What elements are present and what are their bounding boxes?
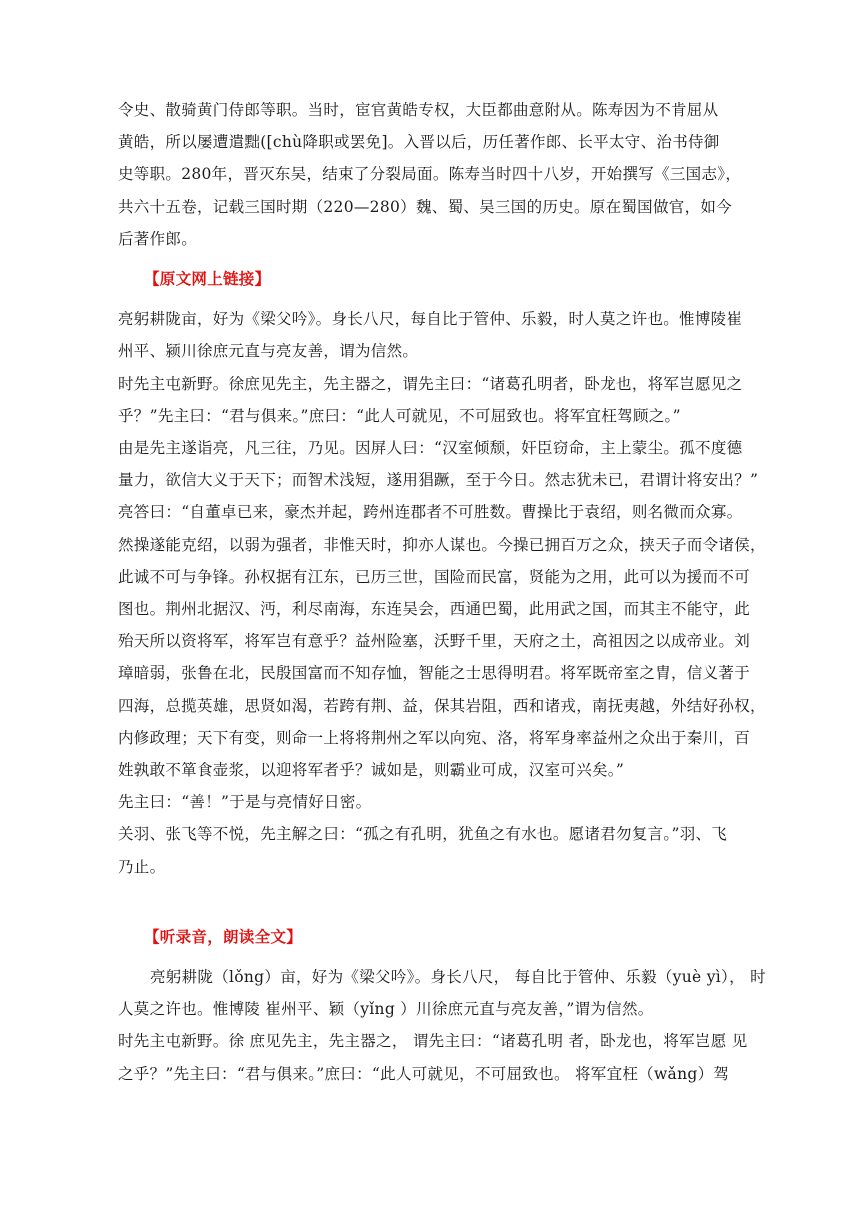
text-line: 四海，总揽英雄，思贤如渴，若跨有荆、益，保其岩阻，西和诸戎，南抚夷越，外结好孙权，	[118, 696, 766, 715]
text-line: 乎？”先主曰：“君与俱来。”庶曰：“此人可就见，不可屈致也。将军宜枉驾顾之。”	[118, 406, 681, 425]
text-line: 内修政理；天下有变，则命一上将将荆州之军以向宛、洛，将军身率益州之众出于秦川，百	[118, 728, 751, 747]
text-line: 亮躬耕陇（lǒng）亩，好为《梁父吟》。身长八尺， 每自比于管仲、乐毅（yuè yì）， 时	[150, 968, 766, 987]
text-line: 州平、颍川徐庶元直与亮友善，谓为信然。	[118, 342, 419, 361]
text-line: 黄皓，所以屡遭遣黜([chù降职或罢免]。入晋以后，历任著作郎、长平太守、治书侍御	[118, 133, 720, 152]
pinyin-text-block	[118, 961, 774, 1090]
text-line: 后著作郎。	[118, 229, 198, 248]
text-line: 亮躬耕陇亩，好为《梁父吟》。身长八尺，每自比于管仲、乐毅，时人莫之许也。惟博陵崔	[118, 310, 743, 329]
text-line: 时先主屯新野。徐庶见先主，先主器之，谓先主曰：“诸葛孔明者，卧龙也，将军岂愿见之	[118, 374, 743, 393]
text-line: 亮答曰：“自董卓已来，豪杰并起，跨州连郡者不可胜数。曹操比于袁绍，则名微而众寡。	[118, 503, 743, 522]
text-line: 殆天所以资将军，将军岂有意乎？益州险塞，沃野千里，天府之土，高祖因之以成帝业。刘	[118, 632, 751, 651]
text-line: 由是先主遂诣亮，凡三往，乃见。因屏人曰：“汉室倾颓，奸臣窃命，主上蒙尘。孤不度德	[118, 439, 743, 458]
text-line: 图也。荆州北据汉、沔，利尽南海，东连吴会，西通巴蜀，此用武之国，而其主不能守，此	[118, 600, 751, 619]
intro-paragraph	[118, 94, 774, 255]
text-line: 姓孰敢不箪食壶浆，以迎将军者乎？诚如是，则霸业可成，汉室可兴矣。”	[118, 761, 625, 780]
section-heading-original-text-link: 【原文网上链接】	[144, 269, 271, 289]
text-line: 乃止。	[118, 857, 166, 876]
text-line: 此诚不可与争锋。孙权据有江东，已历三世，国险而民富，贤能为之用，此可以为援而不可	[118, 567, 751, 586]
text-line: 史等职。280年，晋灭东吴，结束了分裂局面。陈寿当时四十八岁，开始撰写《三国志》，	[118, 165, 742, 184]
text-line: 人莫之许也。惟博陵 崔州平、颖（yǐng ）川徐庶元直与亮友善，”谓为信然。	[118, 1000, 654, 1019]
text-line: 之乎？”先主曰：“君与俱来。”庶曰：“此人可就见，不可屈致也。 将军宜枉（wǎng）驾	[118, 1064, 730, 1083]
text-line: 量力，欲信大义于天下；而智术浅短，遂用猖蹶，至于今日。然志犹未已，君谓计将安出？”	[118, 471, 759, 490]
text-line: 璋暗弱，张鲁在北，民殷国富而不知存恤，智能之士思得明君。将军既帝室之胄，信义著于	[118, 664, 751, 683]
text-line: 共六十五卷，记载三国时期（220—280）魏、蜀、吴三国的历史。原在蜀国做官，如今	[118, 197, 732, 216]
text-line: 令史、散骑黄门侍郎等职。当时，宦官黄皓专权，大臣都曲意附从。陈寿因为不肯屈从	[118, 101, 719, 119]
text-line: 关羽、张飞等不悦，先主解之曰：“孤之有孔明，犹鱼之有水也。愿诸君勿复言。”羽、飞	[118, 825, 728, 844]
section-heading-listen-recording: 【听录音，朗读全文】	[144, 926, 303, 946]
text-line: 先主曰：“善！”于是与亮情好日密。	[118, 793, 372, 812]
text-line: 然操遂能克绍，以弱为强者，非惟天时，抑亦人谋也。今操已拥百万之众，挟天子而令诸侯，	[118, 535, 766, 554]
original-text-block	[118, 303, 774, 883]
text-line: 时先主屯新野。徐 庶见先主，先主器之， 谓先主曰：“诸葛孔明 者，卧龙也，将军岂愿 见	[118, 1032, 748, 1051]
